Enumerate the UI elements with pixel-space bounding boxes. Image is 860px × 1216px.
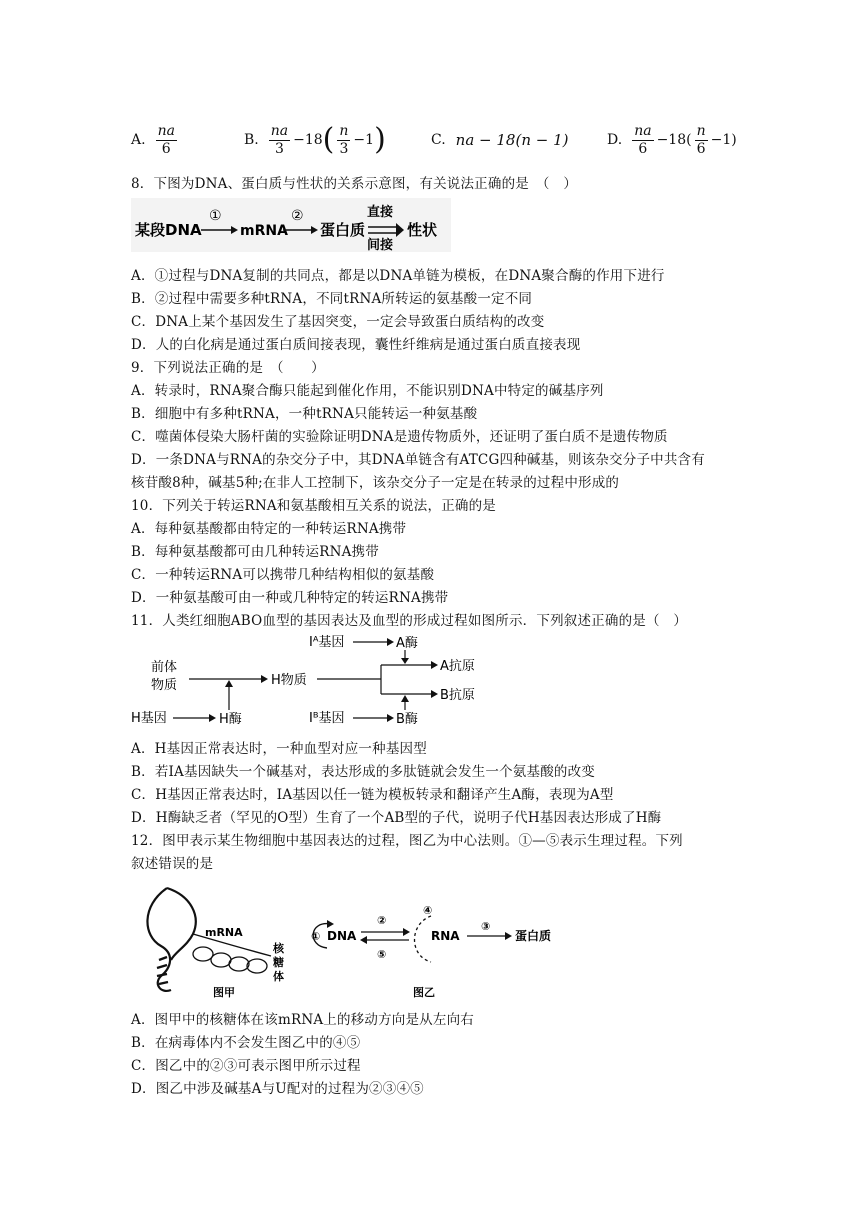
arrow-b-enzyme-head <box>401 695 409 702</box>
fraction <box>156 123 177 158</box>
q9-option-b: B．细胞中有多种tRNA，一种tRNA只能转运一种氨基酸 <box>131 406 478 422</box>
ribosome-2 <box>211 953 231 967</box>
numerator: na <box>157 122 175 139</box>
option-label: D. <box>607 132 623 148</box>
ribosome-3 <box>229 957 249 971</box>
fig-a-ribosome-2: 糖 <box>273 956 284 969</box>
denominator: 3 <box>339 140 349 157</box>
fig-b-enzyme: B酶 <box>396 712 418 727</box>
fig-a-antigen: A抗原 <box>440 659 475 674</box>
fig-ia-gene: Iᴬ基因 <box>309 635 345 650</box>
fig-a-ribosome-1: 核 <box>273 942 284 955</box>
operator: −18 <box>293 132 323 148</box>
q12-option-d: D．图乙中涉及碱基A与U配对的过程为②③④⑤ <box>131 1081 424 1097</box>
option-label: B. <box>244 132 259 148</box>
fig-a-caption: 图甲 <box>213 986 235 999</box>
operator: −1) <box>710 132 737 148</box>
arrow-ib-head <box>387 714 394 722</box>
arrow-b-antigen-head <box>431 690 438 698</box>
q9-option-d: D．一条DNA与RNA的杂交分子中，其DNA单链含有ATCG四种碱基，则该杂交分子中共含有 <box>131 452 705 468</box>
arrow-reverse-head <box>360 936 367 944</box>
q8-stem: 8．下图为DNA、蛋白质与性状的关系示意图，有关说法正确的是 （ ） <box>131 176 578 192</box>
fig-b-dna: DNA <box>327 929 357 943</box>
numerator: n <box>696 122 706 139</box>
fraction <box>695 123 708 158</box>
q11-option-d: D．H酶缺乏者（罕见的O型）生育了一个AB型的子代，说明子代H基因表达形成了H酶 <box>131 810 662 826</box>
q12-option-a: A．图甲中的核糖体在该mRNA上的移动方向是从左向右 <box>131 1012 474 1028</box>
fig-step1-label: ① <box>209 208 222 224</box>
q8-option-b: B．②过程中需要多种tRNA，不同tRNA所转运的氨基酸一定不同 <box>131 291 533 307</box>
q9-option-d-cont: 核苷酸8种，碱基5种;在非人工控制下，该杂交分子一定是在转录的过程中形成的 <box>131 475 620 491</box>
arrow-h-gene-head <box>209 714 216 722</box>
fig-dna-label: 某段DNA <box>135 221 202 239</box>
q10-option-b: B．每种氨基酸都可由几种转运RNA携带 <box>131 544 379 560</box>
ribosome-1 <box>193 947 213 961</box>
fig-protein-label: 蛋白质 <box>320 221 366 239</box>
q12-figure <box>131 876 571 1002</box>
q9-option-c: C．噬菌体侵染大肠杆菌的实验除证明DNA是遗传物质外，还证明了蛋白质不是遗传物质 <box>131 429 668 445</box>
arrow-ia-head <box>387 638 394 646</box>
numerator: na <box>270 122 289 139</box>
arrow-a-antigen-head <box>431 661 438 669</box>
q8-figure <box>131 198 451 252</box>
fig-mrna-label: mRNA <box>240 223 288 239</box>
fraction <box>632 123 653 158</box>
fig-b-p1: ① <box>311 930 321 943</box>
q10-stem: 10．下列关于转运RNA和氨基酸相互关系的说法，正确的是 <box>131 498 497 514</box>
fig-b-p3: ③ <box>481 920 491 933</box>
denominator: 6 <box>161 140 171 157</box>
fraction <box>337 123 350 158</box>
q11-option-c: C．H基因正常表达时，IA基因以任一链为模板转录和翻译产生A酶，表现为A型 <box>131 787 614 803</box>
q10-option-d: D．一种氨基酸可由一种或几种特定的转运RNA携带 <box>131 590 449 606</box>
q12-option-c: C．图乙中的②③可表示图甲所示过程 <box>131 1058 361 1074</box>
fig-precursor-1: 前体 <box>151 660 178 675</box>
operator: −1 <box>353 132 375 148</box>
arrow-h-enzyme-head <box>225 680 233 687</box>
option-label: A. <box>131 132 146 148</box>
fig-b-p2: ② <box>377 914 387 927</box>
arrow-transcription-head <box>403 928 410 936</box>
q7-option-d <box>607 118 737 162</box>
paren-open: ( <box>322 122 335 157</box>
q8-option-a: A．①过程与DNA复制的共同点，都是以DNA单链为模板，在DNA聚合酶的作用下进行 <box>131 268 665 284</box>
q7-option-a <box>131 118 180 162</box>
q7-formula-options <box>131 118 751 162</box>
fig-precursor-2: 物质 <box>151 678 178 693</box>
denominator: 6 <box>696 140 706 157</box>
fig-direct-label: 直接 <box>367 205 394 220</box>
q8-option-c: C．DNA上某个基因发生了基因突变，一定会导致蛋白质结构的改变 <box>131 314 545 330</box>
q7-option-b <box>244 118 386 162</box>
q12-option-b: B．在病毒体内不会发生图乙中的④⑤ <box>131 1035 361 1051</box>
fig-a-enzyme: A酶 <box>396 636 418 651</box>
paren-close: ) <box>374 122 386 157</box>
q11-option-a: A．H基因正常表达时，一种血型对应一种基因型 <box>131 741 427 757</box>
q9-option-a: A．转录时，RNA聚合酶只能起到催化作用，不能识别DNA中特定的碱基序列 <box>131 383 604 399</box>
fig-b-rna: RNA <box>431 929 460 943</box>
numerator: na <box>634 122 652 139</box>
fig-b-caption: 图乙 <box>413 986 435 999</box>
q12-stem-1: 12．图甲表示某生物细胞中基因表达的过程，图乙为中心法则。①—⑤表示生理过程。下列 <box>131 833 683 849</box>
q11-figure <box>131 632 491 732</box>
fig-b-rna-replication <box>415 916 432 962</box>
denominator: 6 <box>638 140 648 157</box>
q10-option-c: C．一种转运RNA可以携带几种结构相似的氨基酸 <box>131 567 435 583</box>
fig-b-p4: ④ <box>423 904 433 917</box>
fig-trait-label: 性状 <box>407 221 438 239</box>
q9-stem: 9．下列说法正确的是 （ ） <box>131 360 325 376</box>
operator: −18( <box>656 132 692 148</box>
arrow-a-enzyme-head <box>401 658 409 664</box>
fig-indirect-label: 间接 <box>367 238 394 252</box>
fig-a-mrna-label: mRNA <box>205 926 243 939</box>
expression: na − 18(n − 1) <box>455 131 569 149</box>
arrow-translation-head <box>505 932 512 940</box>
fig-h-substance: H物质 <box>271 673 307 688</box>
q7-option-c <box>431 118 568 162</box>
option-label: C. <box>431 132 446 148</box>
q11-option-b: B．若IA基因缺失一个碱基对，表达形成的多肽链就会发生一个氨基酸的改变 <box>131 764 596 780</box>
fig-b-protein: 蛋白质 <box>515 929 552 943</box>
numerator: n <box>339 122 349 139</box>
q11-stem: 11．人类红细胞ABO血型的基因表达及血型的形成过程如图所示．下列叙述正确的是（ ） <box>131 613 688 629</box>
fig-ib-gene: Iᴮ基因 <box>309 711 345 726</box>
fraction <box>269 123 290 158</box>
fig-b-p5: ⑤ <box>377 948 387 961</box>
fig-b-antigen: B抗原 <box>440 688 475 703</box>
fig-h-enzyme: H酶 <box>219 712 242 727</box>
q12-stem-2: 叙述错误的是 <box>131 856 214 872</box>
arrow-precursor-head <box>261 675 268 683</box>
denominator: 3 <box>274 140 284 157</box>
q10-option-a: A．每种氨基酸都由特定的一种转运RNA携带 <box>131 521 407 537</box>
ribosome-4 <box>247 959 267 973</box>
fig-step2-label: ② <box>291 208 304 224</box>
q8-option-d: D．人的白化病是通过蛋白质间接表现，囊性纤维病是通过蛋白质直接表现 <box>131 337 581 353</box>
fig-h-gene: H基因 <box>131 711 167 726</box>
fig-a-strand-2 <box>167 888 196 960</box>
fig-a-ribosome-3: 体 <box>273 970 284 983</box>
fig-b-loop-head <box>327 920 334 928</box>
